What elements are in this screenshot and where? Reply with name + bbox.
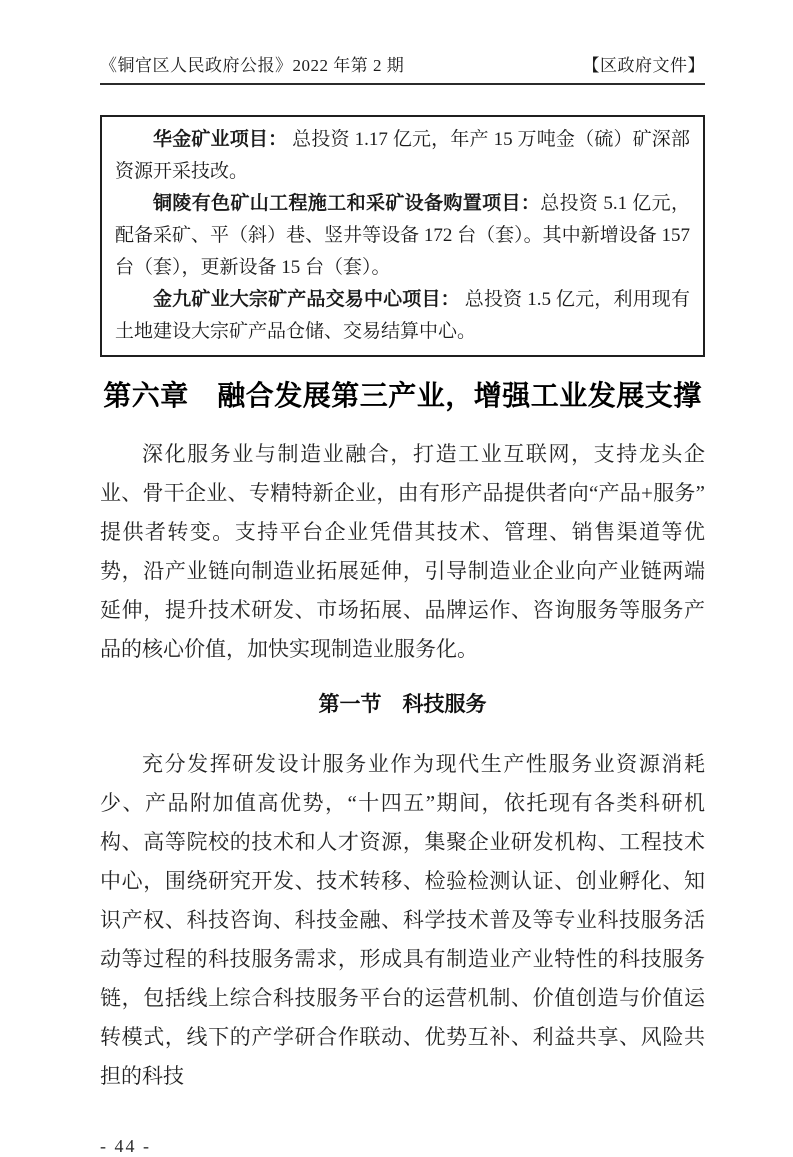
- header-publication-title: 《铜官区人民政府公报》2022 年第 2 期: [100, 56, 405, 75]
- page-number: - 44 -: [100, 1136, 151, 1156]
- project-item-jinjiu: [115, 284, 690, 348]
- project-item-text: 总投资 5.1 亿元，配备采矿、平（斜）巷、竖井等设备 172 台（套）。其中新增设备 157 台（套），更新设备 15 台（套）。: [115, 193, 690, 278]
- project-item-label: 铜陵有色矿山工程施工和采矿设备购置项目：: [153, 193, 541, 214]
- header-divider: [100, 83, 705, 85]
- chapter-title: 第六章 融合发展第三产业，增强工业发展支撑: [103, 380, 702, 411]
- header-section-tag: 【区政府文件】: [582, 56, 705, 75]
- project-item-huajin: [115, 124, 690, 188]
- project-item-text: 总投资 1.17 亿元，年产 15 万吨金（硫）矿深部资源开采技改。: [115, 129, 690, 182]
- project-item-text: 总投资 1.5 亿元，利用现有土地建设大宗矿产品仓储、交易结算中心。: [115, 289, 690, 342]
- paragraph-2: 充分发挥研发设计服务业作为现代生产性服务业资源消耗少、产品附加值高优势，“十四五”期间，依托现有各类科研机构、高等院校的技术和人才资源，集聚企业研发机构、工程技术中心，围绕研究开发、技术转移、检验检测认证、创业孵化、知识产权、科技咨询、科技金融、科学技术普及等专业科技服务活动等过程的科技服务需求，形成具有制造业产业特性的科技服务链，包括线上综合科技服务平台的运营机制、价值创造与价值运转模式，线下的产学研合作联动、优势互补、利益共享、风险共担的科技: [100, 752, 705, 1088]
- project-item-tongling: [115, 188, 690, 284]
- page-header: [100, 54, 705, 78]
- paragraph-1: 深化服务业与制造业融合，打造工业互联网，支持龙头企业、骨干企业、专精特新企业，由有形产品提供者向“产品+服务”提供者转变。支持平台企业凭借其技术、管理、销售渠道等优势，沿产业链向制造业拓展延伸，引导制造业企业向产业链两端延伸，提升技术研发、市场拓展、品牌运作、咨询服务等服务产品的核心价值，加快实现制造业服务化。: [100, 442, 705, 661]
- section-title: 第一节 科技服务: [318, 693, 487, 716]
- project-box: [100, 115, 705, 357]
- project-item-label: 金九矿业大宗矿产品交易中心项目：: [153, 289, 460, 310]
- project-item-label: 华金矿业项目：: [153, 129, 288, 150]
